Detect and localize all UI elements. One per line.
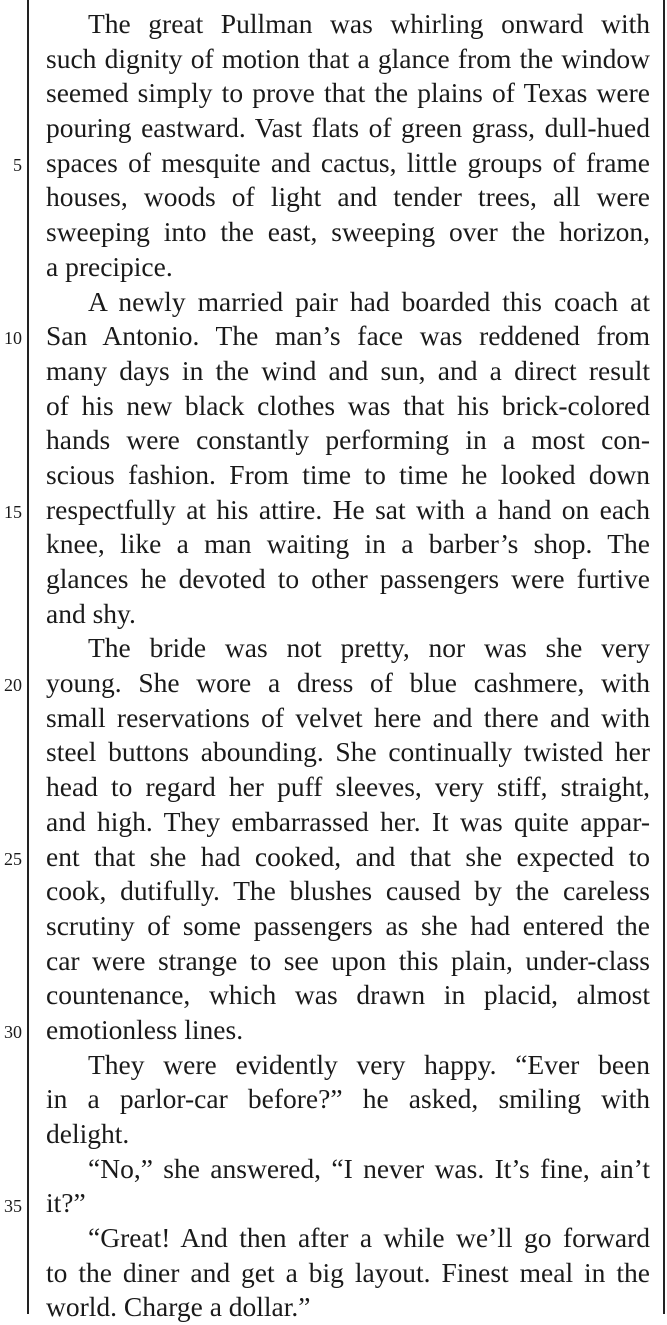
left-margin-rule: [27, 0, 29, 1314]
passage-line: cook, dutifully. The blushes caused by the careless: [46, 875, 650, 907]
passage-line: pouring eastward. Vast flats of green grass, dull-hued: [46, 112, 650, 144]
line-number: 5: [13, 154, 22, 175]
passage-line: scrutiny of some passengers as she had entered the: [46, 909, 650, 941]
passage-line: glances he devoted to other passengers were furtive: [46, 563, 650, 594]
passage-line: many days in the wind and sun, and a direct result: [46, 354, 650, 386]
passage-line: “Great! And then after a while we’ll go forward: [88, 1222, 650, 1254]
passage-line: and high. They embarrassed her. It was quite appar-: [46, 805, 650, 837]
passage-line: sweeping into the east, sweeping over the horizon,: [46, 216, 650, 248]
passage-line: respectfully at his attire. He sat with a hand on each: [46, 493, 650, 525]
passage-line: “No,” she answered, “I never was. It’s fine, ain’t: [88, 1152, 650, 1184]
line-number: 20: [4, 675, 22, 696]
passage-line: countenance, which was drawn in placid, almost: [46, 979, 650, 1011]
line-number: 25: [4, 848, 22, 869]
passage-line: seemed simply to prove that the plains of Texas were: [46, 77, 650, 109]
passage-line: young. She wore a dress of blue cashmere, with: [46, 667, 650, 699]
passage-line: houses, woods of light and tender trees, all were: [46, 181, 650, 213]
passage-line: and shy.: [46, 597, 136, 629]
passage-line: The great Pullman was whirling onward with: [88, 8, 650, 39]
passage-line: A newly married pair had boarded this coach at: [88, 285, 650, 317]
passage-line: emotionless lines.: [46, 1013, 244, 1045]
line-number: 10: [4, 328, 22, 349]
passage-line: scious fashion. From time to time he looked down: [46, 458, 650, 490]
passage-text: [46, 7, 650, 1325]
passage-line: small reservations of velvet here and there and with: [46, 701, 650, 733]
passage-line: delight.: [46, 1118, 130, 1149]
passage-line: a precipice.: [46, 250, 173, 282]
passage-line: spaces of mesquite and cactus, little groups of frame: [46, 146, 650, 178]
passage-line: hands were constantly performing in a most con-: [46, 424, 650, 456]
passage-line: in a parlor-car before?” he asked, smiling with: [46, 1083, 650, 1115]
right-margin-rule: [663, 0, 665, 1314]
passage-line: San Antonio. The man’s face was reddened from: [46, 320, 650, 352]
passage-line: They were evidently very happy. “Ever been: [88, 1048, 650, 1080]
passage-line: knee, like a man waiting in a barber’s shop. The: [46, 528, 650, 560]
passage-line: such dignity of motion that a glance from the window: [46, 42, 650, 74]
line-number: 15: [4, 501, 22, 522]
passage-line: of his new black clothes was that his brick-colored: [46, 389, 650, 421]
passage-line: world. Charge a dollar.”: [46, 1291, 311, 1323]
passage-line: to the diner and get a big layout. Finest meal in the: [46, 1256, 650, 1288]
passage-line: steel buttons abounding. She continually twisted her: [46, 736, 650, 768]
passage-line: The bride was not pretty, nor was she very: [88, 632, 650, 664]
passage-line: car were strange to see upon this plain, under-class: [46, 944, 650, 976]
passage-line: ent that she had cooked, and that she expected to: [46, 840, 650, 872]
line-number: 30: [4, 1022, 22, 1043]
passage-line: head to regard her puff sleeves, very stiff, straight,: [46, 771, 650, 803]
line-number: 35: [4, 1195, 22, 1216]
passage-line: it?”: [46, 1187, 86, 1219]
